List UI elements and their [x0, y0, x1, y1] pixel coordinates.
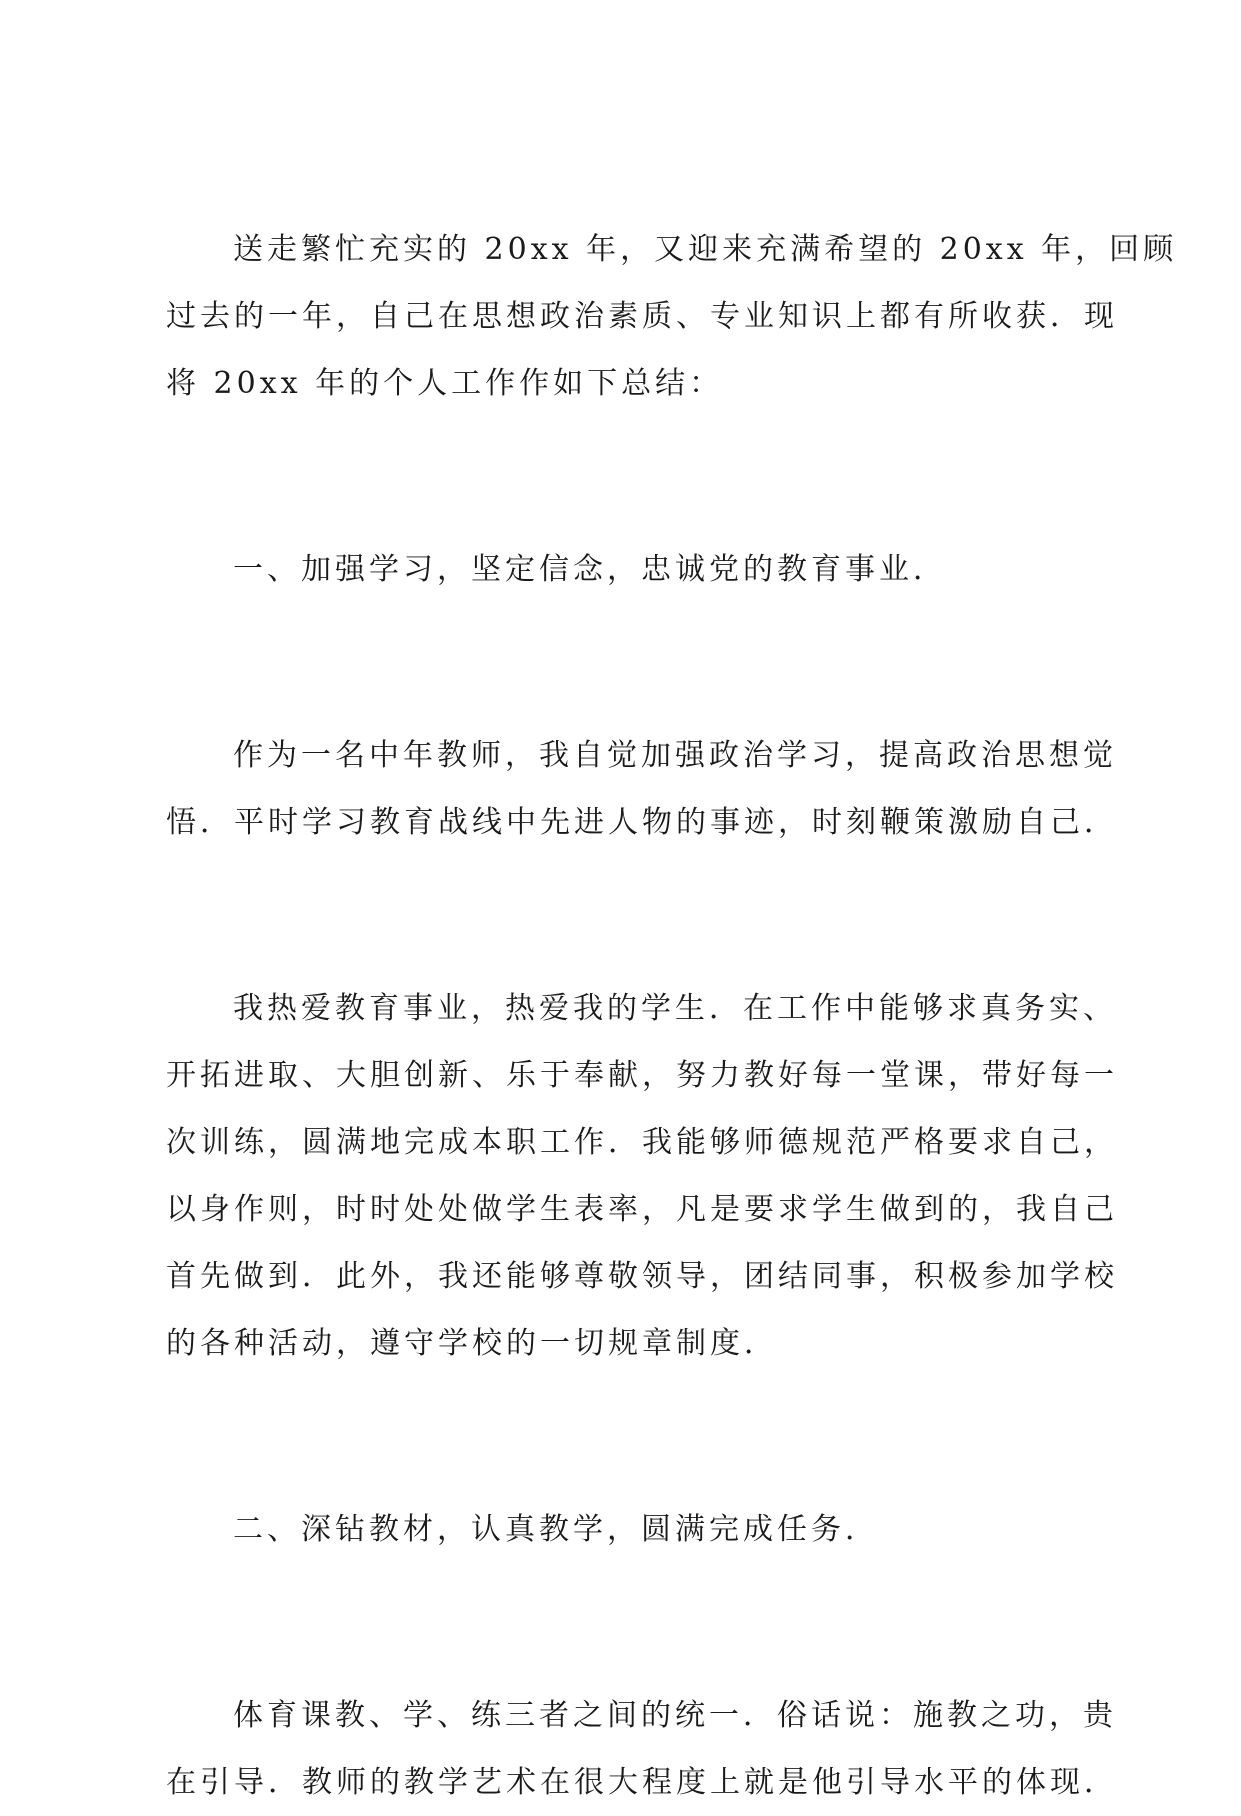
text-line: 过去的一年，自己在思想政治素质、专业知识上都有所收获．现: [166, 299, 1118, 334]
heading-text: 二、深钻教材，认真教学，圆满完成任务．: [233, 1512, 879, 1547]
body-paragraph: [166, 1682, 1118, 1816]
paragraph-spacer: [166, 603, 1092, 722]
paragraph-spacer: [166, 856, 1092, 975]
paragraph-spacer: [166, 1377, 1092, 1496]
heading-text: 一、加强学习，坚定信念，忠诚党的教育事业．: [233, 552, 947, 587]
intro-paragraph: [166, 216, 1178, 417]
body-paragraph: [166, 722, 1118, 856]
text-line: 以身作则，时时处处做学生表率，凡是要求学生做到的，我自己: [166, 1192, 1118, 1227]
text-line: 悟．平时学习教育战线中先进人物的事迹，时刻鞭策激励自己．: [166, 805, 1118, 840]
text-line: 将 20xx 年的个人工作作如下总结：: [166, 366, 724, 401]
text-line: 开拓进取、大胆创新、乐于奉献，努力教好每一堂课，带好每一: [166, 1058, 1118, 1093]
document-body: [166, 216, 1178, 1816]
text-line: 体育课教、学、练三者之间的统一．俗话说：施教之功，贵: [233, 1698, 1117, 1733]
text-line: 的各种活动，遵守学校的一切规章制度．: [166, 1326, 778, 1361]
text-line: 在引导．教师的教学艺术在很大程度上就是他引导水平的体现．: [166, 1765, 1118, 1800]
section-heading-2: [166, 1496, 1092, 1563]
paragraph-spacer: [166, 1563, 1092, 1682]
text-line: 作为一名中年教师，我自觉加强政治学习，提高政治思想觉: [233, 738, 1117, 773]
paragraph-spacer: [166, 417, 1092, 536]
text-line: 我热爱教育事业，热爱我的学生．在工作中能够求真务实、: [233, 991, 1117, 1026]
section-heading-1: [166, 536, 1092, 603]
text-line: 首先做到．此外，我还能够尊敬领导，团结同事，积极参加学校: [166, 1259, 1118, 1294]
text-line: 次训练，圆满地完成本职工作．我能够师德规范严格要求自己，: [166, 1125, 1118, 1160]
body-paragraph: [166, 975, 1118, 1377]
text-line: 送走繁忙充实的 20xx 年，又迎来充满希望的 20xx 年，回顾: [233, 232, 1178, 267]
